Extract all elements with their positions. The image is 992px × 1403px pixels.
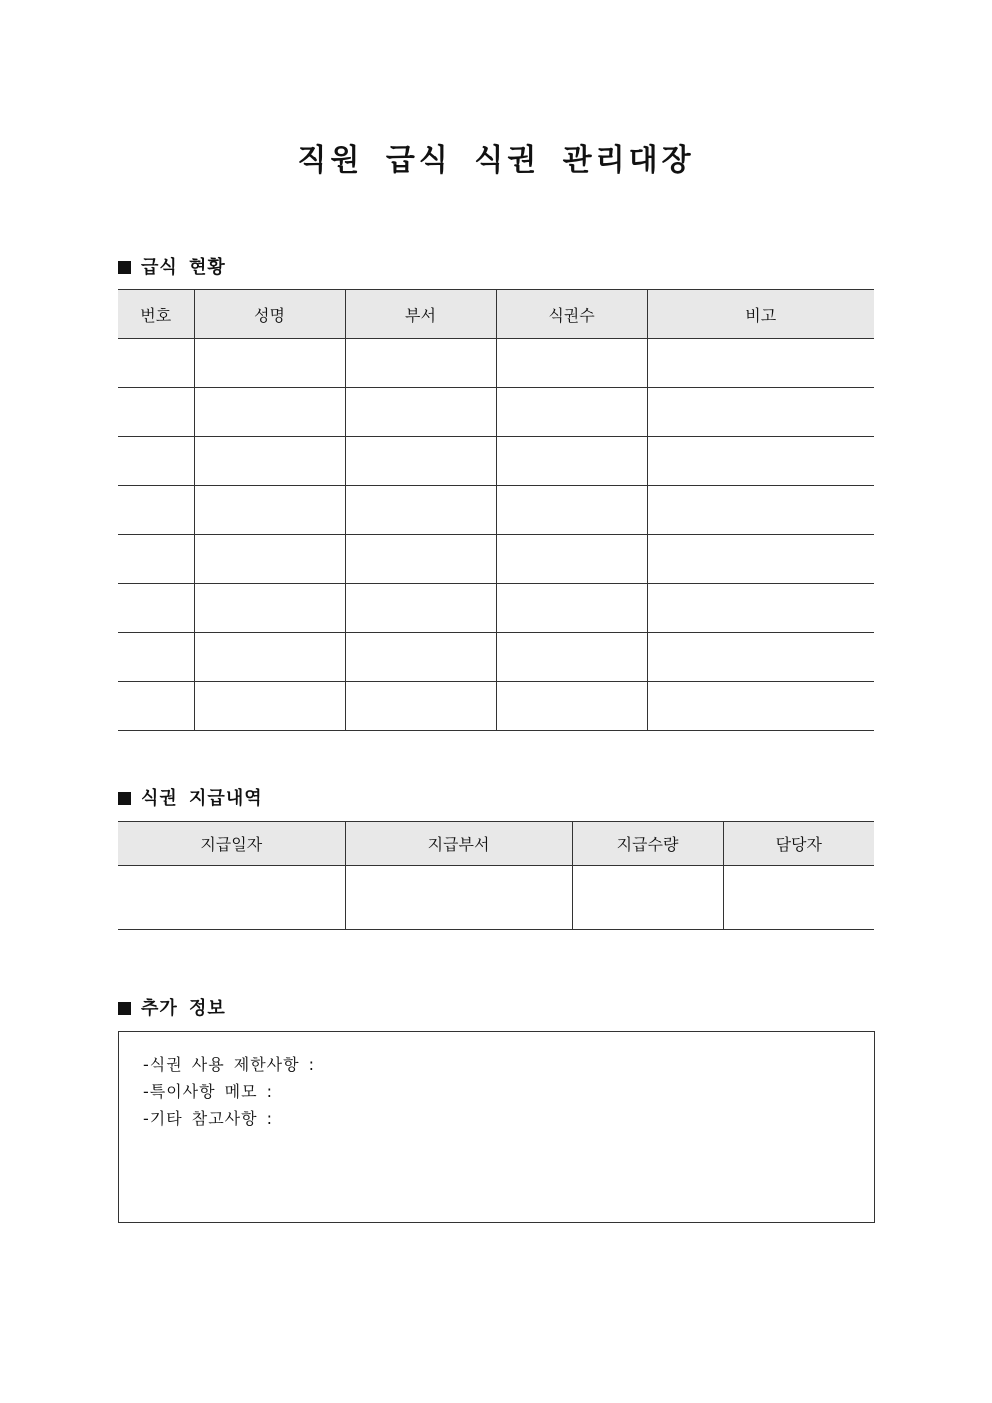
table-cell[interactable]: [118, 682, 194, 731]
table-cell[interactable]: [118, 437, 194, 486]
table-cell[interactable]: [496, 682, 647, 731]
table-row: [118, 437, 874, 486]
table-row: [118, 535, 874, 584]
table-cell[interactable]: [194, 388, 345, 437]
table-cell[interactable]: [194, 339, 345, 388]
table-cell[interactable]: [345, 866, 572, 930]
column-header-person-in-charge: 담당자: [723, 822, 874, 866]
table-row: [118, 682, 874, 731]
table-cell[interactable]: [118, 866, 345, 930]
column-header-issue-date: 지급일자: [118, 822, 345, 866]
table-cell[interactable]: [194, 633, 345, 682]
table-cell[interactable]: [496, 584, 647, 633]
table-cell[interactable]: [118, 339, 194, 388]
square-bullet-icon: [118, 792, 131, 805]
ticket-issuance-table: [118, 821, 874, 930]
section-heading-label: 식권 지급내역: [141, 788, 263, 809]
column-header-number: 번호: [118, 290, 194, 339]
table-row: [118, 486, 874, 535]
table-cell[interactable]: [194, 535, 345, 584]
table-cell[interactable]: [345, 584, 496, 633]
page-title: 직원 급식 식권 관리대장: [297, 143, 695, 178]
section-heading-meal-status: [118, 253, 226, 279]
table-cell[interactable]: [572, 866, 723, 930]
table-cell[interactable]: [723, 866, 874, 930]
column-header-department: 부서: [345, 290, 496, 339]
table-cell[interactable]: [496, 388, 647, 437]
table-cell[interactable]: [496, 486, 647, 535]
table-cell[interactable]: [345, 682, 496, 731]
table-cell[interactable]: [345, 339, 496, 388]
table-cell[interactable]: [345, 486, 496, 535]
square-bullet-icon: [118, 1002, 131, 1015]
table-header-row: [118, 290, 874, 339]
table-cell[interactable]: [345, 388, 496, 437]
table-cell[interactable]: [647, 682, 874, 731]
table-cell[interactable]: [647, 584, 874, 633]
table-cell[interactable]: [194, 437, 345, 486]
table-cell[interactable]: [496, 339, 647, 388]
additional-info-box: [118, 1031, 875, 1223]
column-header-ticket-count: 식권수: [496, 290, 647, 339]
info-line-other-references: -기타 참고사항 :: [143, 1109, 274, 1128]
table-cell[interactable]: [647, 535, 874, 584]
meal-status-table: [118, 289, 874, 731]
section-heading-label: 추가 정보: [141, 998, 226, 1019]
table-cell[interactable]: [496, 633, 647, 682]
column-header-issue-department: 지급부서: [345, 822, 572, 866]
table-row: [118, 339, 874, 388]
table-cell[interactable]: [496, 437, 647, 486]
column-header-name: 성명: [194, 290, 345, 339]
table-cell[interactable]: [194, 584, 345, 633]
column-header-remarks: 비고: [647, 290, 874, 339]
column-header-issue-quantity: 지급수량: [572, 822, 723, 866]
table-cell[interactable]: [647, 437, 874, 486]
info-line-special-notes: -특이사항 메모 :: [143, 1082, 274, 1101]
table-row: [118, 584, 874, 633]
section-heading-label: 급식 현황: [141, 257, 226, 278]
table-row: [118, 866, 874, 930]
table-cell[interactable]: [118, 584, 194, 633]
square-bullet-icon: [118, 261, 131, 274]
table-cell[interactable]: [194, 486, 345, 535]
table-cell[interactable]: [118, 535, 194, 584]
table-cell[interactable]: [647, 339, 874, 388]
table-row: [118, 388, 874, 437]
table-cell[interactable]: [118, 486, 194, 535]
info-line-usage-restrictions: -식권 사용 제한사항 :: [143, 1055, 316, 1074]
table-cell[interactable]: [647, 633, 874, 682]
table-cell[interactable]: [345, 535, 496, 584]
table-cell[interactable]: [345, 633, 496, 682]
table-header-row: [118, 822, 874, 866]
table-cell[interactable]: [118, 633, 194, 682]
table-cell[interactable]: [118, 388, 194, 437]
section-heading-additional-info: [118, 994, 226, 1020]
table-cell[interactable]: [647, 486, 874, 535]
table-cell[interactable]: [496, 535, 647, 584]
table-cell[interactable]: [647, 388, 874, 437]
table-row: [118, 633, 874, 682]
table-cell[interactable]: [345, 437, 496, 486]
table-cell[interactable]: [194, 682, 345, 731]
section-heading-ticket-issuance: [118, 784, 263, 810]
